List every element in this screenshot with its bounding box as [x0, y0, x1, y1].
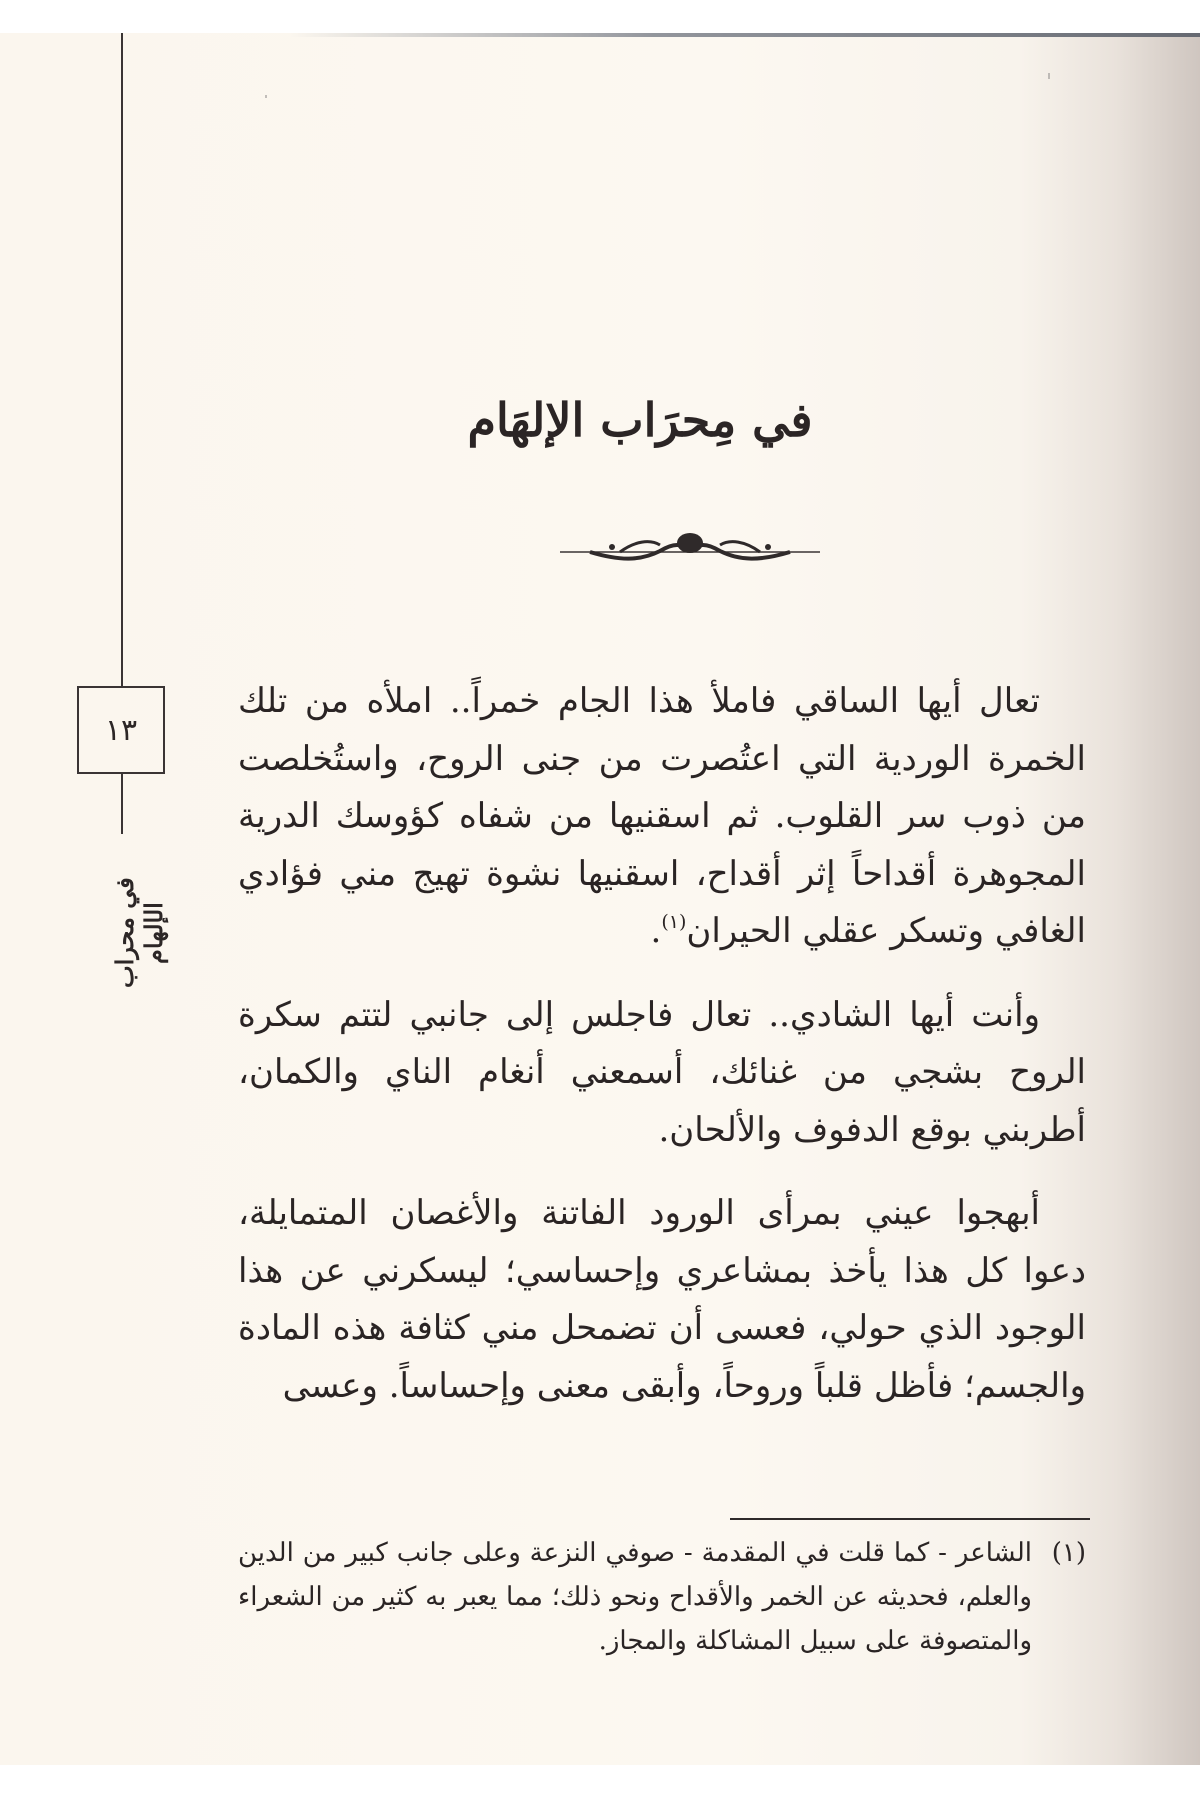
page-number: ١٣ [104, 712, 138, 748]
margin-rule-top [121, 33, 123, 686]
page-number-box [77, 686, 165, 774]
ornament-divider-icon [560, 521, 820, 571]
footnote-text: الشاعر - كما قلت في المقدمة - صوفي النزعة وعلى جانب كبير من الدين والعلم، فحديثه عن الخمر والأقداح ونحو ذلك؛ مما يعبر به كثير من الشعراء والمتصوفة على سبيل المشاكلة والمجاز. [238, 1538, 1032, 1656]
book-page [0, 33, 1200, 1765]
footnote-separator [730, 1518, 1090, 1520]
paragraph: أبهجوا عيني بمرأى الورود الفاتنة والأغصان المتمايلة، دعوا كل هذا يأخذ بمشاعري وإحساسي؛ ليسكرني عن هذا الوجود الذي حولي، فعسى أن تضمحل مني كثافة هذه المادة والجسم؛ فأظل قلباً وروحاً، وأبقى معنى وإحساساً. وعسى [238, 1193, 1086, 1406]
footnote-marker: (١) [1051, 1538, 1086, 1568]
paper-speck [265, 95, 267, 98]
page-top-shadow [290, 33, 1200, 37]
margin-rule-bottom [121, 774, 123, 834]
running-head: في محراب الإلهام [110, 877, 168, 989]
paper-speck [1048, 73, 1050, 79]
body-text [238, 673, 1086, 1441]
paragraph: وأنت أيها الشادي.. تعال فاجلس إلى جانبي لتتم سكرة الروح بشجي من غنائك، أسمعني أنغام الناي والكمان، أطربني بوقع الدفوف والألحان. [238, 994, 1086, 1150]
chapter-title: في مِحرَاب الإلهَام [467, 393, 813, 447]
footnotes [238, 1531, 1086, 1663]
footnote [238, 1531, 1086, 1663]
footnote-ref[interactable]: (١) [661, 911, 687, 933]
paragraph: تعال أيها الساقي فاملأ هذا الجام خمراً.. املأه من تلك الخمرة الوردية التي اعتُصرت من جنى الروح، واستُخلصت من ذوب سر القلوب. ثم اسقنيها من شفاه كؤوسك الدرية المجوهرة أقداحاً إثر أقداح، اسقنيها نشوة تهيج مني فؤادي الغافي وتسكر عقلي الحيران$^{(١)}$. [238, 681, 1086, 951]
